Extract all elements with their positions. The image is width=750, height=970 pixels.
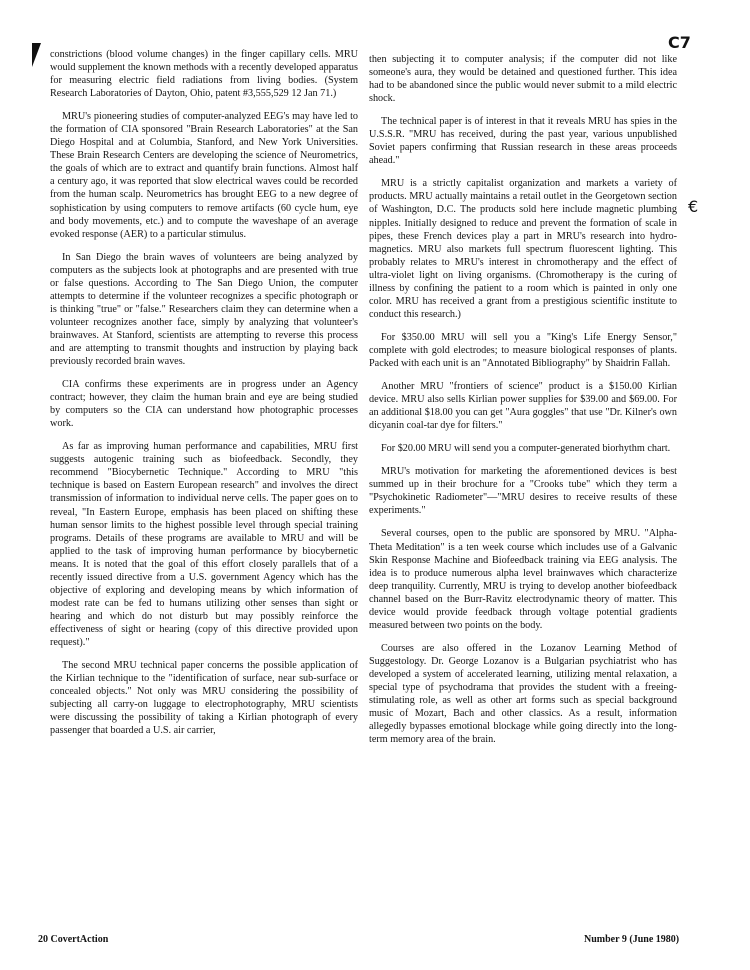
paragraph: MRU is a strictly capitalist organization and markets a variety of products. MRU actually maintains a retail outlet in the Georgetown section of Washington, D.C. The products sold here include magnetic plumbing nipples. Initially designed to reduce and prevent the formation of scale in pipes, these French devices play a part in MRU's research into hydro-magnetics. MRU also markets full spectrum fluorescent lighting. This probably relates to MRU's interest in chromotherapy and the effect of ultra-violet light on living organisms. (Chromotherapy is the curing of illness by confining the patient to a room which is painted in only one color. MRU has received a grant from a prestigious scientific institute to conduct this research.) bbox=[369, 178, 677, 320]
paragraph: The technical paper is of interest in that it reveals MRU has spies in the U.S.S.R. "MRU has received, during the past year, various unpublished Soviet papers confirming that Russian research in these areas proceeds ahead." bbox=[369, 116, 677, 167]
corner-mark bbox=[32, 43, 41, 67]
paragraph: MRU's motivation for marketing the aforementioned devices is best summed up in their brochure for a "Crooks tube" which they term a "Psychokinetic Radiometer"—"MRU desires to receive results of these experiments." bbox=[369, 466, 677, 517]
page-mark: Ϲ7 bbox=[668, 33, 691, 52]
paragraph: For $20.00 MRU will send you a computer-generated biorhythm chart. bbox=[381, 443, 671, 455]
paragraph: As far as improving human performance and capabilities, MRU first suggests autogenic training such as biofeedback. Secondly, they recommend "Biocybernetic Technique." According to MRU "this technique is based on Eastern European research" and involves the direct transmission of information to individual nerve cells. The paper goes on to reveal, "In Eastern Europe, emphasis has been placed on shifting these human sensor limits to the highest possible level through special training programs. Details of these programs are available to MRU and will be applied to the task of improving human performance by biocybernetic means. It is noted that the goal of this effort closely parallels that of a recently issued directive from a U.S. government Agency which has the objective of exploring and developing means by which information of modest rate can be fed to humans utilizing other senses than sight or hearing and which do not disturb but may possibly reinforce the effectiveness of sight or hearing (copy of this directive provided upon request)." bbox=[50, 441, 358, 648]
footer-issue: Number 9 (June 1980) bbox=[584, 934, 680, 945]
paragraph: then subjecting it to computer analysis; if the computer did not like someone's aura, they would be detained and questioned further. This idea had to be abandoned since the public would never submit to a mild electric shock. bbox=[369, 54, 677, 105]
paragraph: In San Diego the brain waves of volunteers are being analyzed by computers as the subjects look at photographs and are presented with true or false questions. According to The San Diego Union, the computer attempts to determine if the volunteer recognizes a specific photograph or is thinking "true" or "false." Researchers claim they can determine when a volunteer recognizes another face, simply by analyzing that volunteer's brainwaves. At Stanford, scientists are attempting to reverse this process and are attempting to transmit thoughts and instruction by playing back previously recorded brain waves. bbox=[50, 251, 358, 368]
margin-annotation: € bbox=[688, 197, 699, 216]
paragraph: The second MRU technical paper concerns the possible application of the Kirlian technique to the "identification of surface, near sub-surface or concealed objects." Not only was MRU considering the possibility of subjecting all carry-on luggage to electrophotography, MRU scientists were discussing the possibility of taking a Kirlian photograph of every passenger that boarded a U.S. air carrier, bbox=[50, 660, 358, 737]
paragraph: MRU's pioneering studies of computer-analyzed EEG's may have led to the formation of CIA sponsored "Brain Research Laboratories" at the San Diego Hospital and at Columbia, Stanford, and New York Universities. These Brain Research Centers are developing the science of Neurometrics, the goals of which are to extract and quantify brain functions. Almost half a century ago, it was reported that slow electrical waves could be recorded from the human scalp. Neurometrics has brought EEG to a new degree of sophistication by using computers to remove artifacts (60 cycle hum, eye and body movements, etc.) and to compute the waveshape of an average evoked response (AER) to a particular stimulus. bbox=[50, 111, 358, 240]
footer-publication: 20 CovertAction bbox=[38, 934, 109, 945]
right-column bbox=[369, 53, 677, 756]
paragraph: Several courses, open to the public are sponsored by MRU. "Alpha-Theta Meditation" is a ten week course which includes use of a Galvanic Skin Response Machine and Biofeedback training via EEG analysis. The idea is to produce numerous alpha level brainwaves which characterize deep tranquility. Currently, MRU is trying to develop another biofeedback channel based on the Burr-Ravitz electrodynamic theory of matter. This device would provide feedback through voltage potential gradients measured between two points on the body. bbox=[369, 528, 677, 631]
paragraph: CIA confirms these experiments are in progress under an Agency contract; however, they claim the human brain and eye are being studied by computers so the CIA can understand how photographic processes work. bbox=[50, 379, 358, 430]
paragraph: For $350.00 MRU will sell you a "King's Life Energy Sensor," complete with gold electrodes; to measure biological responses of plants. Packed with each unit is an "Annotated Bibliography" by Shaidrin Fallah. bbox=[369, 331, 677, 369]
paragraph: constrictions (blood volume changes) in the finger capillary cells. MRU would supplement the known methods with a recently developed apparatus for measuring electric field radiations from living bodies. (System Research Laboratories of Dayton, Ohio, patent #3,555,529 12 Jan 71.) bbox=[50, 49, 358, 100]
paragraph: Another MRU "frontiers of science" product is a $150.00 Kirlian device. MRU also sells Kirlian power supplies for $39.00 and $69.00. For an additional $18.00 you can get "Aura goggles" that use "Dr. Kilner's own dicyanin coal-tar dye for filters." bbox=[369, 381, 677, 432]
paragraph: Courses are also offered in the Lozanov Learning Method of Suggestology. Dr. George Lozanov is a Bulgarian psychiatrist who has developed a system of accelerated learning, utilizing mental relaxation, a special type of psychodrama that provides the student with a freeing-stimulating role, as well as other art forms such as special background music of Mozart, Bach and other classics. As a result, information allegedly bypasses emotional blockage while going directly into the long-term memory area of the brain. bbox=[369, 642, 677, 746]
left-column bbox=[50, 48, 358, 747]
